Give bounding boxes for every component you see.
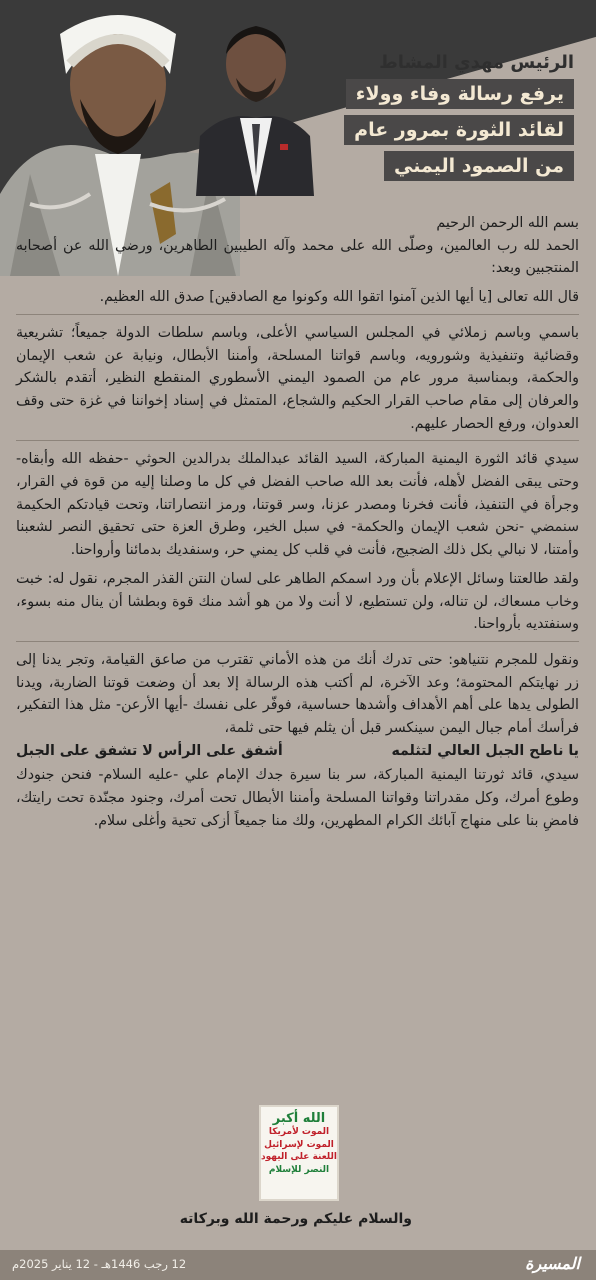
seal-line-3: اللعنة على اليهود [261, 1152, 337, 1163]
letter-paragraph-3: باسمي وباسم زملائي في المجلس السياسي الأعلى، وباسم سلطات الدولة جميعاً؛ تشريعية وقضائية وتنفيذية وشورويه، وباسم قواتنا المسلحة، وأمننا الأبطال، ونيابة عن شعب الإيمان والحكمة، وبمناسبة مرور عام من الصمود اليمني الأسطوري المنقطع النظير، أتقدم بالشكر والعرفان إلى مقام صاحب القرار الحكيم والشجاع، المتمثل في إسناد إخواننا في غزة حتى وقف العدوان، ورفع الحصار عليهم. [16, 324, 579, 432]
seal-takbir: الله أكبر [272, 1111, 326, 1126]
footer [0, 1250, 596, 1280]
poem-verse [16, 740, 579, 763]
letter-paragraph-4: سيدي قائد الثورة اليمنية المباركة، السيد القائد عبدالملك بدرالدين الحوثي -حفظه الله وأبقاه- وحتى يبقى الفضل لأهله، فأنت بعد الله صاحب الفضل في كل ما وصلنا إليه من قوة في القرار، وجرأة في التنفيذ، فأنت فخرنا ومصدر عزنا، وسر قوتنا، ورمز انتصاراتنا، وتحت قيادتكم الحكيمة سنمضي -نحن شعب الإيمان والحكمة- في سبل الخير، وطرق العزة حتى تحقيق النصر لشعبنا وأمتنا، لا نبالي بكل ذلك الضجيج، فأنت في قلب كل يمني حر، وسنفديك بدمائنا وأرواحنا. [16, 451, 579, 559]
basmala: بسم الله الرحمن الرحيم [436, 215, 579, 231]
headline-line-2: لقائد الثورة بمرور عام [344, 115, 574, 145]
letter-body [16, 212, 579, 833]
slogan-seal [259, 1105, 339, 1201]
seal-line-2: الموت لإسرائيل [264, 1139, 334, 1150]
closing-greeting: والسلام عليكم ورحمة الله وبركاته [179, 1211, 412, 1227]
letter-paragraph-1: الحمد لله رب العالمين، وصلّى الله على محمد وآله الطيبين الطاهرين، ورضي الله عن أصحابه المنتجبين وبعد: [16, 237, 579, 277]
brand-logo: المسيرة [525, 1254, 580, 1273]
headline-name: الرئيس مهدي المشاط [379, 52, 574, 73]
seal-line-1: الموت لأمريكا [268, 1127, 330, 1137]
divider [16, 641, 579, 642]
headline [254, 52, 574, 187]
divider [16, 314, 579, 315]
poem-hemistich-1: يا ناطح الجبل العالي لتثلمه [391, 742, 579, 759]
divider [16, 440, 579, 441]
headline-line-1: يرفع رسالة وفاء وولاء [346, 79, 574, 109]
letter-paragraph-5: ولقد طالعتنا وسائل الإعلام بأن ورد اسمكم الطاهر على لسان النتن القذر المجرم، نقول له: خبت وخاب مسعاك، لن تناله، ولن تستطيع، لا أنت ولا من هو أشد منك قوة وبطشا أن ينال منه بسوء، وسنفتديه بأرواحنا. [16, 570, 579, 633]
letter-paragraph-2: قال الله تعالى [يا أيها الذين آمنوا اتقوا الله وكونوا مع الصادقين] صدق الله العظيم. [99, 289, 579, 306]
letter-paragraph-7: سيدي، قائد ثورتنا اليمنية المباركة، سر بنا سيرة جدك الإمام علي -عليه السلام- فنحن جنودك وطوع أمرك، وكل مقدراتنا وقواتنا المسلحة وأمننا الأبطال تحت أمرك، وجنود مجنّدة تحت رايتك، فامضِ بنا على منهاج آبائك الكرام المطهرين، ولك منا جميعاً أزكى تحية وأغلى سلام. [16, 767, 579, 829]
letter-paragraph-6: ونقول للمجرم نتنياهو: حتى تدرك أنك من هذه الأماني تقترب من صاعق القيامة، وتجر يدنا إلى زر نهايتكم المحتومة؛ وعد الآخرة، لم أكتب هذه الرسالة إلا بعد أن وضعت قوتنا الضاربة، ويدنا الطولى يدها على أهم الأهداف وأشدها حساسية، فوفّر على نفسك -أيها الأرعن- مثل هذا التفكير، فرأسك أمام جبال اليمن سينكسر قبل أن يثلم فيها حتى ثلمة، [16, 651, 579, 737]
seal-line-4: النصر للإسلام [268, 1164, 330, 1175]
publish-date: 12 رجب 1446هـ - 12 يناير 2025م [12, 1257, 187, 1271]
header [0, 0, 596, 210]
poem-hemistich-2: أشفق على الرأس لا تشفق على الجبل [16, 742, 283, 759]
headline-line-3: من الصمود اليمني [384, 151, 574, 181]
